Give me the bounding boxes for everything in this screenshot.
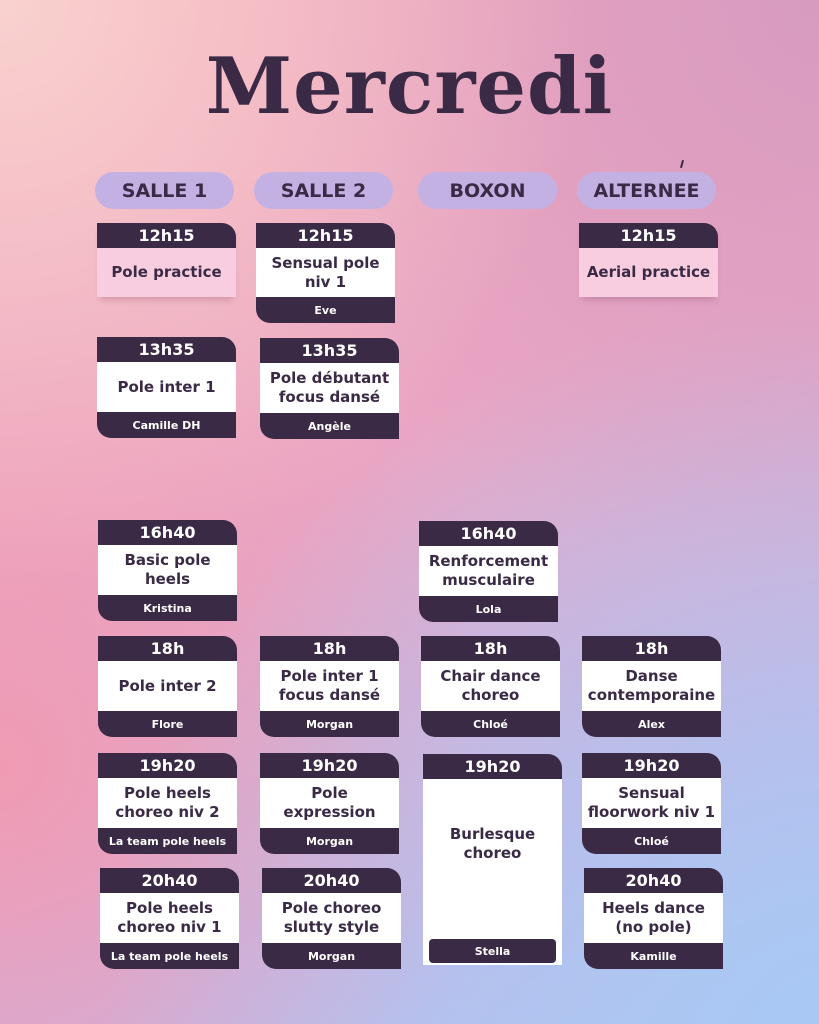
class-card-chair-dance[interactable] (421, 636, 560, 737)
class-name: Pole inter 2 (98, 661, 237, 711)
class-teacher: Camille DH (97, 412, 236, 438)
class-teacher: Kristina (98, 595, 237, 621)
class-time: 20h40 (584, 868, 723, 893)
class-time: 20h40 (262, 868, 401, 893)
class-time: 19h20 (98, 753, 237, 778)
class-time: 16h40 (98, 520, 237, 545)
class-teacher: Morgan (262, 943, 401, 969)
class-time: 13h35 (97, 337, 236, 362)
class-teacher: Stella (429, 939, 556, 963)
class-name: Pole expression (260, 778, 399, 828)
class-name: Basic pole heels (98, 545, 237, 595)
class-card-pole-heels-niv2[interactable] (98, 753, 237, 854)
class-teacher: Alex (582, 711, 721, 737)
class-name: Pole practice (97, 248, 236, 297)
class-time: 12h15 (97, 223, 236, 248)
class-teacher: Eve (256, 297, 395, 323)
class-name: Sensual pole niv 1 (256, 248, 395, 297)
class-time: 18h (260, 636, 399, 661)
class-card-pole-practice[interactable] (97, 223, 236, 297)
class-teacher: Flore (98, 711, 237, 737)
class-card-basic-pole-heels[interactable] (98, 520, 237, 621)
class-time: 16h40 (419, 521, 558, 546)
room-header-boxon: BOXON (418, 172, 557, 209)
page-title: Mercredi (205, 41, 614, 132)
class-time: 18h (421, 636, 560, 661)
class-time: 18h (582, 636, 721, 661)
class-name: Chair dance choreo (421, 661, 560, 711)
class-card-renforcement[interactable] (419, 521, 558, 622)
class-name: Pole inter 1 focus dansé (260, 661, 399, 711)
room-header-salle-1: SALLE 1 (95, 172, 234, 209)
room-header-alternee: ALTERNEE (577, 172, 716, 209)
class-card-pole-inter-2[interactable] (98, 636, 237, 737)
class-teacher: Chloé (582, 828, 721, 854)
class-teacher: Morgan (260, 828, 399, 854)
class-card-sensual-pole-niv1[interactable] (256, 223, 395, 323)
class-name: Heels dance (no pole) (584, 893, 723, 943)
class-name: Pole heels choreo niv 2 (98, 778, 237, 828)
class-card-pole-inter-1-focus[interactable] (260, 636, 399, 737)
class-time: 18h (98, 636, 237, 661)
class-time: 12h15 (579, 223, 718, 248)
class-teacher: Angèle (260, 413, 399, 439)
class-card-sensual-floorwork[interactable] (582, 753, 721, 854)
teacher-strip (423, 939, 562, 965)
class-name: Sensual floorwork niv 1 (582, 778, 721, 828)
class-teacher: La team pole heels (100, 943, 239, 969)
class-name: Burlesque choreo (423, 779, 562, 939)
class-card-burlesque-choreo[interactable] (423, 754, 562, 965)
class-time: 19h20 (260, 753, 399, 778)
class-card-pole-debutant[interactable] (260, 338, 399, 439)
class-teacher: Morgan (260, 711, 399, 737)
accent-mark (680, 160, 684, 168)
class-name: Pole débutant focus dansé (260, 363, 399, 413)
room-header-salle-2: SALLE 2 (254, 172, 393, 209)
class-name: Renforcement musculaire (419, 546, 558, 596)
class-teacher: Lola (419, 596, 558, 622)
class-time: 20h40 (100, 868, 239, 893)
class-card-pole-heels-niv1[interactable] (100, 868, 239, 969)
class-time: 19h20 (582, 753, 721, 778)
class-time: 12h15 (256, 223, 395, 248)
class-name: Pole inter 1 (97, 362, 236, 412)
class-card-aerial-practice[interactable] (579, 223, 718, 297)
class-name: Pole choreo slutty style (262, 893, 401, 943)
class-name: Aerial practice (579, 248, 718, 297)
class-card-danse-contemporaine[interactable] (582, 636, 721, 737)
class-card-pole-inter-1[interactable] (97, 337, 236, 438)
class-card-heels-dance[interactable] (584, 868, 723, 969)
class-name: Pole heels choreo niv 1 (100, 893, 239, 943)
class-name: Danse contemporaine (582, 661, 721, 711)
class-teacher: Chloé (421, 711, 560, 737)
class-teacher: Kamille (584, 943, 723, 969)
class-card-pole-expression[interactable] (260, 753, 399, 854)
class-card-pole-choreo-slutty[interactable] (262, 868, 401, 969)
class-time: 13h35 (260, 338, 399, 363)
class-teacher: La team pole heels (98, 828, 237, 854)
class-time: 19h20 (423, 754, 562, 779)
